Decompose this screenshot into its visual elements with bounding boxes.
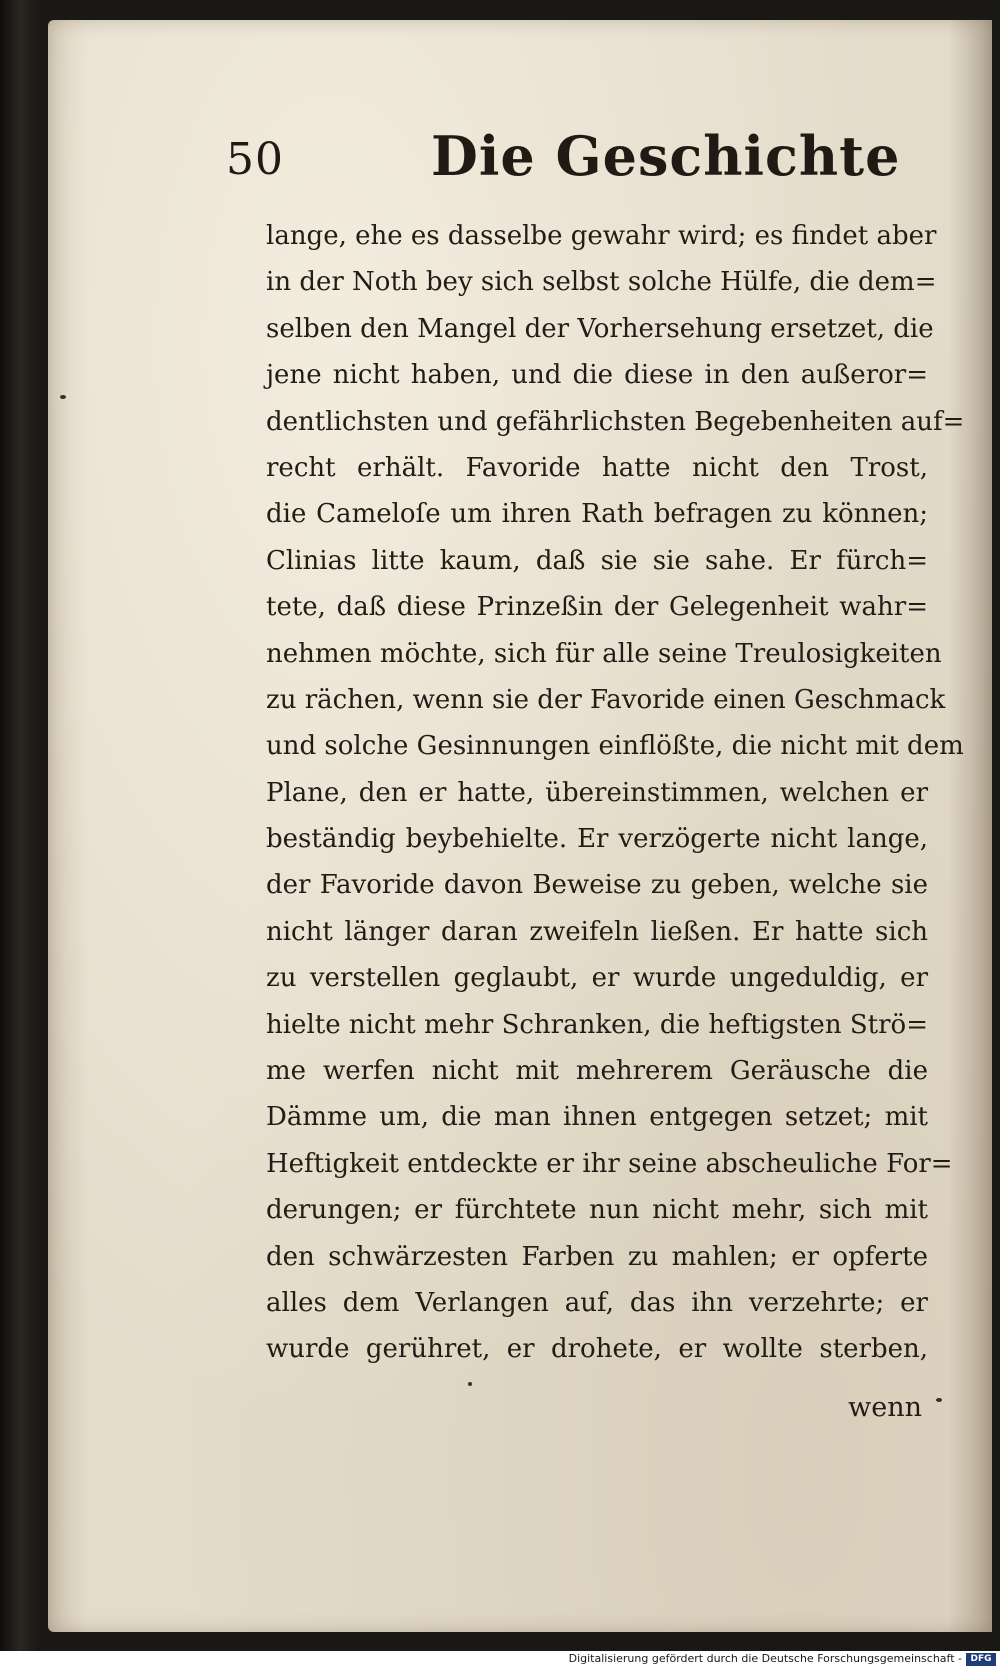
text-line: dentlichsten und gefährlichsten Begebenheiten auf=	[266, 406, 965, 437]
body-text	[266, 213, 965, 1373]
text-line: den schwärzesten Farben zu mahlen; er opferte	[266, 1241, 928, 1272]
running-title: Die Geschichte	[431, 124, 901, 188]
text-line: Dämme um, die man ihnen entgegen setzet; mit	[266, 1102, 928, 1133]
text-line: tete, daß diese Prinzeßin der Gelegenheit wahr=	[266, 592, 928, 623]
text-line: hielte nicht mehr Schranken, die heftigsten Strö=	[266, 1009, 928, 1040]
text-line: die Cameloſe um ihren Rath befragen zu können;	[266, 499, 928, 530]
page-number: 50	[226, 134, 284, 185]
digitization-credit: Digitalisierung gefördert durch die Deutsche Forschungsgemeinschaft -	[568, 1652, 962, 1665]
ink-spot	[468, 1382, 472, 1386]
text-line: Heftigkeit entdeckte er ihr seine abscheuliche For=	[266, 1148, 953, 1179]
catchword: wenn	[848, 1392, 922, 1423]
book-page	[48, 20, 992, 1632]
text-line: und solche Gesinnungen einflößte, die nicht mit dem	[266, 731, 964, 762]
text-line: lange, ehe es dasselbe gewahr wird; es findet aber	[266, 221, 937, 251]
text-line: me werfen nicht mit mehrerem Geräusche die	[266, 1056, 928, 1087]
text-line: derungen; er fürchtete nun nicht mehr, sich mit	[266, 1195, 928, 1226]
text-line: Clinias litte kaum, daß sie sie sahe. Er fürch=	[266, 545, 928, 576]
text-line: wurde gerühret, er drohete, er wollte sterben,	[266, 1334, 928, 1365]
text-line: nicht länger daran zweifeln ließen. Er hatte sich	[266, 916, 928, 947]
text-line: jene nicht haben, und die diese in den außeror=	[266, 360, 928, 391]
text-line: zu rächen, wenn sie der Favoride einen Geschmack	[266, 684, 946, 715]
text-line: zu verstellen geglaubt, er wurde ungeduldig, er	[266, 963, 928, 994]
text-line: recht erhält. Favoride hatte nicht den Trost,	[266, 452, 928, 483]
text-line: der Favoride davon Beweise zu geben, welche sie	[266, 870, 928, 901]
text-line: in der Noth bey sich selbst solche Hülfe, die dem=	[266, 267, 937, 298]
text-line: beständig beybehielte. Er verzögerte nicht lange,	[266, 824, 928, 855]
text-line: selben den Mangel der Vorhersehung ersetzet, die	[266, 313, 934, 344]
text-line: nehmen möchte, sich für alle seine Treulosigkeiten	[266, 638, 942, 669]
page-header	[226, 120, 946, 190]
text-line: Plane, den er hatte, übereinstimmen, welchen er	[266, 777, 928, 808]
dfg-logo: DFG	[966, 1653, 996, 1666]
text-line: alles dem Verlangen auf, das ihn verzehrte; er	[266, 1287, 928, 1318]
ink-spot	[60, 395, 66, 399]
ink-spot	[936, 1398, 942, 1402]
